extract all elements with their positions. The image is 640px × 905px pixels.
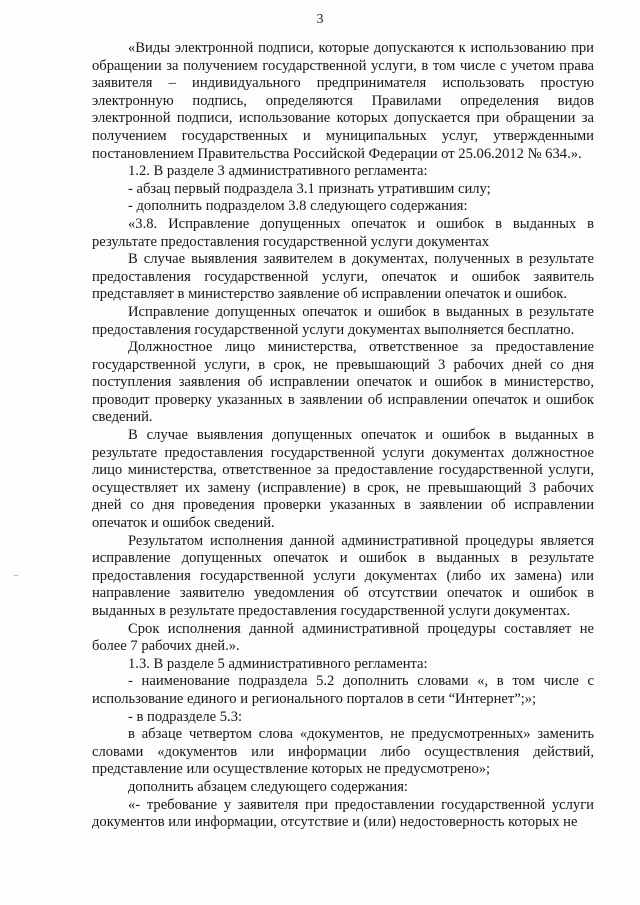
paragraph-subsection-5-3: - в подразделе 5.3:	[128, 708, 243, 725]
paragraph-item-3-8-add: - дополнить подразделом 3.8 следующего содержания:	[128, 198, 468, 215]
paragraph-add-abzac: дополнить абзацем следующего содержания:	[128, 778, 408, 795]
paragraph-replacement: В случае выявления допущенных опечаток и ошибок в выданных в результате предоставления государственной услуги документах должностное лицо министерства, ответственное за предоставление государственной услуги, осуществляет их замену (исправление) в срок, не превышающий 3 рабочих дней со дня проведения проверки указанных в заявлении об исправлении опечаток и ошибок сведений.	[92, 427, 594, 532]
margin-mark	[14, 575, 18, 576]
paragraph-requirement: «- требование у заявителя при предоставлении государственной услуги документов или информации, отсутствие и (или) недостоверность которых не	[92, 796, 594, 831]
paragraph-subsection-5-2: - наименование подраздела 5.2 дополнить словами «, в том числе с использование единого и регионального порталов в сети “Интернет”;»;	[92, 673, 594, 707]
paragraph-item-3-1: - абзац первый подраздела 3.1 признать утратившим силу;	[128, 180, 491, 197]
paragraph-signature-types: «Виды электронной подписи, которые допускаются к использованию при обращении за получением государственной услуги, в том числе с учетом права заявителя – индивидуального предпринимателя использовать простую электронную подпись, определяются Правилами определения видов электронной подписи, использование которых допускается при обращении за получением государственных и муниципальных услуг, утвержденными постановлением Правительства Российской Федерации от 25.06.2012 № 634.».	[92, 40, 594, 162]
paragraph-result: Результатом исполнения данной административной процедуры является исправление допущенных опечаток и ошибок в выданных в результате предоставления государственной услуги документах (либо их замена) или направление заявителю уведомления об отсутствии опечаток и ошибок в выданных в результате предоставления государственной услуги документах.	[92, 532, 594, 619]
paragraph-subsection-3-8-title: «3.8. Исправление допущенных опечаток и ошибок в выданных в результате предоставления государственной услуги документах	[92, 215, 594, 250]
paragraph-free-correction: Исправление допущенных опечаток и ошибок в выданных в результате предоставления государственной услуги документах выполняется бесплатно.	[92, 303, 594, 338]
page-number: 3	[316, 12, 324, 27]
paragraph-deadline: Срок исполнения данной административной процедуры составляет не более 7 рабочих дней.».	[92, 620, 594, 655]
paragraph-error-report: В случае выявления заявителем в документах, полученных в результате предоставления государственной услуги, опечаток и ошибок заявитель представляет в министерство заявление об исправлении опечаток и ошибок.	[92, 251, 594, 303]
paragraph-official-check: Должностное лицо министерства, ответственное за предоставление государственной услуги, в срок, не превышающий 3 рабочих дней со дня поступления заявления об исправлении опечаток и ошибок в министерство, проводит проверку указанных в заявлении об исправлении опечаток и ошибок сведений.	[92, 339, 594, 426]
document-body	[92, 40, 594, 832]
paragraph-section-3-heading: 1.2. В разделе 3 административного регламента:	[128, 163, 428, 180]
paragraph-section-5-heading: 1.3. В разделе 5 административного регламента:	[128, 655, 428, 672]
paragraph-fourth-abzac: в абзаце четвертом слова «документов, не предусмотренных» заменить словами «документов или информации либо осуществления действий, представление или осуществление которых не предусмотрено»;	[92, 726, 594, 778]
